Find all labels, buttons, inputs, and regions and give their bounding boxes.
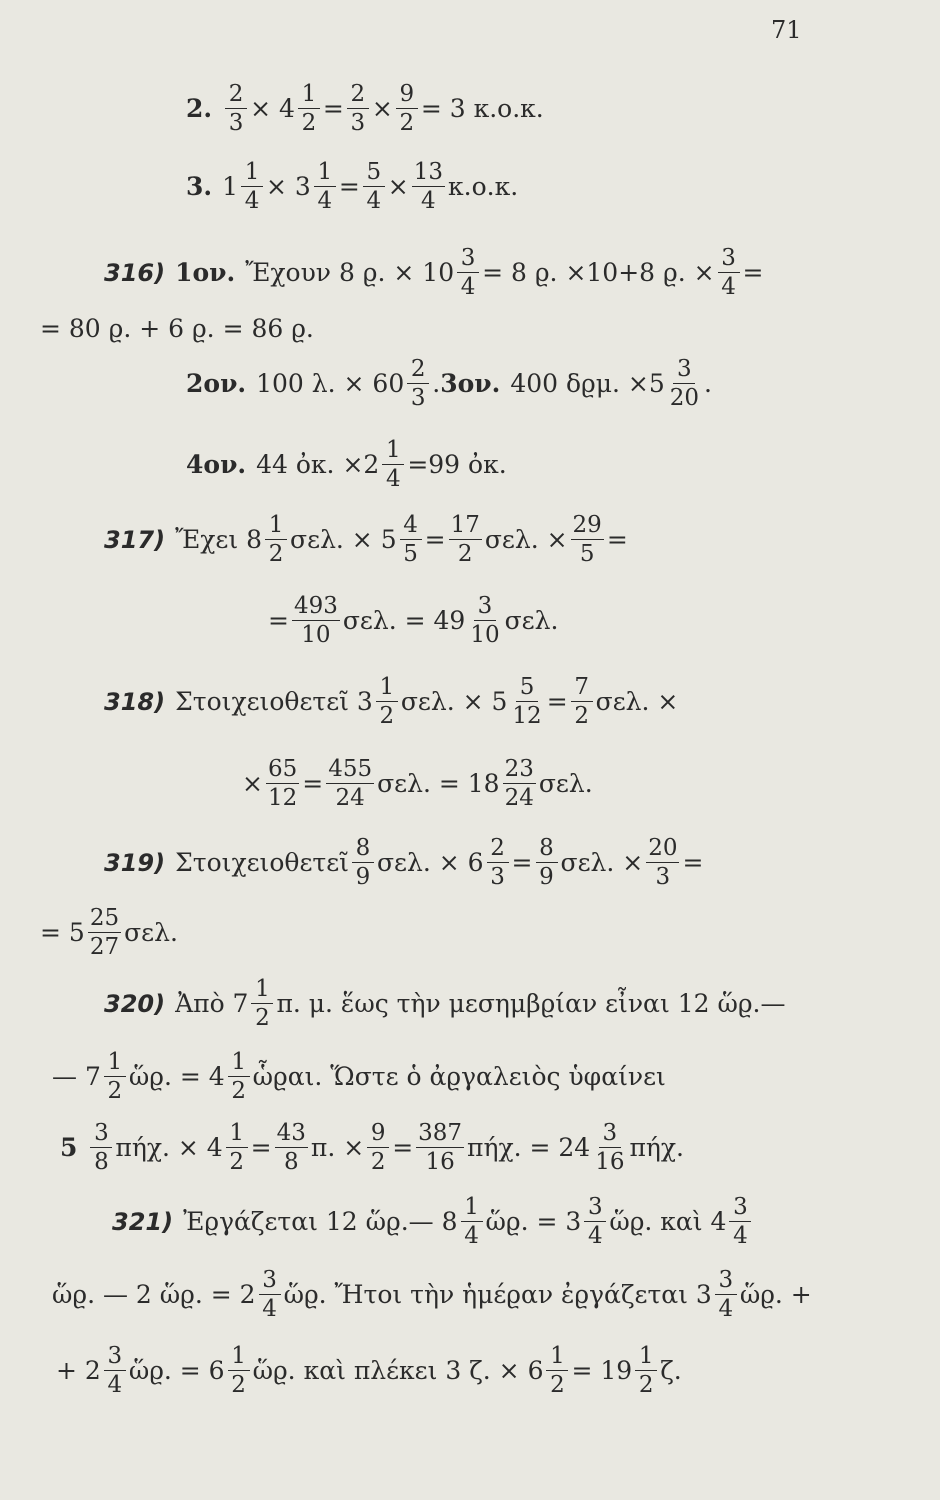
equation-text: σελ.	[124, 918, 178, 948]
fraction-denominator: 4	[421, 188, 436, 215]
problem-number: 316)	[104, 258, 166, 287]
fraction-numerator: 1	[376, 675, 398, 702]
fraction-numerator: 2	[407, 357, 429, 384]
equation-line	[104, 513, 628, 566]
fraction-numerator: 9	[367, 1121, 389, 1148]
fraction-denominator: 2	[574, 703, 589, 730]
equation-text: =	[424, 525, 446, 555]
equation-text: = 5	[40, 918, 85, 948]
fraction	[292, 594, 340, 647]
equation-text: =	[511, 848, 533, 878]
fraction	[326, 757, 374, 810]
equation-text: πήχ. × 4	[115, 1133, 223, 1163]
equation-text: ὥϱ. — 2 ὥϱ. = 2	[52, 1280, 256, 1310]
item-label: 3ον.	[440, 369, 501, 399]
equation-text: σελ. ×	[560, 848, 644, 878]
fraction	[376, 675, 398, 728]
fraction-numerator: 387	[416, 1121, 464, 1148]
fraction-denominator: 12	[512, 703, 542, 730]
equation-line	[112, 1195, 754, 1248]
item-label: 2ον.	[186, 369, 247, 399]
fraction-numerator: 13	[412, 160, 445, 187]
equation-text: ὥϱ. = 6	[128, 1356, 225, 1386]
fraction-denominator: 3	[350, 110, 366, 137]
equation-text: σελ.	[504, 606, 559, 636]
fraction-numerator: 3	[457, 246, 479, 273]
fraction-denominator: 2	[268, 541, 284, 568]
fraction	[593, 1121, 626, 1174]
fraction	[449, 513, 482, 566]
equation-text: =	[268, 606, 289, 636]
fraction-numerator: 1	[228, 1050, 250, 1077]
fraction-numerator: 3	[584, 1195, 606, 1222]
fraction-numerator: 3	[718, 246, 740, 273]
fraction-numerator: 1	[314, 160, 336, 187]
fraction	[352, 836, 374, 889]
equation-text: =	[338, 172, 360, 202]
equation-line	[104, 246, 764, 299]
fraction-denominator: 8	[94, 1149, 109, 1176]
fraction-denominator: 2	[638, 1372, 654, 1399]
fraction-denominator: 4	[587, 1223, 603, 1250]
equation-text: .	[704, 369, 712, 399]
fraction-denominator: 4	[262, 1296, 277, 1323]
equation-text: =99 ὀκ.	[407, 450, 507, 480]
fraction-numerator: 1	[104, 1050, 126, 1077]
fraction-numerator: 1	[382, 438, 404, 465]
equation-text: ὥϱ. = 4	[128, 1062, 225, 1092]
fraction	[265, 513, 287, 566]
fraction	[90, 1121, 112, 1174]
fraction-numerator: 2	[225, 82, 247, 109]
fraction	[363, 160, 385, 213]
fraction-numerator: 1	[546, 1344, 568, 1371]
fraction-denominator: 2	[457, 541, 473, 568]
equation-text: — 7	[52, 1062, 101, 1092]
equation-line	[186, 160, 518, 213]
fraction-numerator: 493	[292, 594, 340, 621]
equation-text: ὧϱαι. Ὥστε ὁ ἀϱγαλειὸς ὑφαίνει	[252, 1062, 666, 1092]
fraction-denominator: 24	[335, 785, 365, 812]
fraction-denominator: 9	[539, 864, 554, 891]
equation-text: σελ. × 5	[290, 525, 397, 555]
equation-text: = 3 κ.ο.κ.	[420, 94, 544, 124]
equation-text: σελ. = 18	[377, 769, 500, 799]
fraction-denominator: 2	[301, 110, 317, 137]
item-label: 4ον.	[186, 450, 247, 480]
fraction-denominator: 10	[470, 622, 500, 649]
equation-text: ×	[371, 94, 393, 124]
fraction	[571, 513, 604, 566]
equation-text: σελ. ×	[484, 525, 568, 555]
fraction	[259, 1268, 281, 1321]
equation-line	[242, 757, 593, 810]
fraction-denominator: 4	[464, 1223, 479, 1250]
equation-text: π. μ. ἕως τὴν μεσημβϱίαν εἶναι 12 ὥϱ.—	[276, 989, 786, 1019]
equation-text: + 2	[56, 1356, 101, 1386]
fraction	[668, 357, 701, 410]
fraction-numerator: 1	[241, 160, 263, 187]
equation-line	[186, 438, 507, 491]
fraction-denominator: 4	[460, 274, 476, 301]
fraction	[347, 82, 369, 135]
equation-text: Ἀπὸ 7	[175, 989, 249, 1019]
equation-text: 1	[222, 172, 239, 202]
item-label: 5	[60, 1133, 78, 1163]
equation-text: Ἔχει 8	[175, 525, 263, 555]
fraction	[487, 836, 509, 889]
fraction-denominator: 2	[550, 1372, 565, 1399]
fraction-numerator: 25	[88, 906, 121, 933]
fraction-denominator: 2	[231, 1372, 246, 1399]
fraction	[314, 160, 336, 213]
equation-text: Ἔχουν 8 ϱ. × 10	[245, 258, 455, 288]
fraction-denominator: 5	[403, 541, 418, 568]
fraction-numerator: 455	[326, 757, 374, 784]
item-label: 1ον.	[175, 258, 236, 288]
page-number: 71	[771, 16, 802, 44]
equation-line	[268, 594, 558, 647]
equation-text: Στοιχειοθετεῖ 3	[175, 687, 373, 717]
item-label: 2.	[186, 94, 213, 124]
fraction	[367, 1121, 389, 1174]
fraction-numerator: 17	[449, 513, 482, 540]
problem-number: 319)	[104, 848, 166, 877]
fraction-numerator: 3	[104, 1344, 126, 1371]
fraction-denominator: 12	[267, 785, 298, 812]
fraction	[251, 977, 273, 1030]
fraction-denominator: 24	[504, 785, 534, 812]
fraction-denominator: 2	[399, 110, 415, 137]
fraction-numerator: 3	[729, 1195, 751, 1222]
fraction	[503, 757, 536, 810]
equation-text: 100 λ. × 60	[256, 369, 405, 399]
equation-line	[104, 675, 678, 728]
fraction-numerator: 1	[635, 1344, 657, 1371]
equation-text: =	[546, 687, 568, 717]
fraction-numerator: 7	[571, 675, 593, 702]
fraction-numerator: 1	[251, 977, 273, 1004]
fraction	[468, 594, 501, 647]
fraction-denominator: 2	[370, 1149, 386, 1176]
equation-text: × 4	[250, 94, 295, 124]
equation-line	[104, 977, 785, 1030]
equation-text: ὥϱ. καὶ 4	[609, 1207, 727, 1237]
equation-text: 400 δϱμ. ×5	[510, 369, 665, 399]
fraction-denominator: 2	[255, 1005, 270, 1032]
equation-text: = 8 ϱ. ×10+8 ϱ. ×	[482, 258, 715, 288]
fraction	[635, 1344, 657, 1397]
fraction-numerator: 2	[347, 82, 369, 109]
equation-text: =	[392, 1133, 414, 1163]
equation-line	[40, 316, 314, 341]
equation-text: σελ.	[538, 769, 593, 799]
fraction-numerator: 1	[228, 1344, 250, 1371]
equation-text: ὥϱ. Ἤτοι τὴν ἡμέϱαν ἐϱγάζεται 3	[283, 1280, 712, 1310]
equation-text: ὥϱ. καὶ πλέκει 3 ζ. × 6	[252, 1356, 544, 1386]
fraction-denominator: 20	[669, 385, 700, 412]
fraction	[546, 1344, 568, 1397]
fraction	[536, 836, 558, 889]
fraction-denominator: 9	[355, 864, 371, 891]
fraction	[88, 906, 121, 959]
fraction-denominator: 2	[231, 1078, 246, 1105]
equation-text: 44 ὀκ. ×2	[256, 450, 380, 480]
fraction-denominator: 2	[107, 1078, 123, 1105]
fraction	[416, 1121, 464, 1174]
equation-text: ὥϱ. +	[739, 1280, 812, 1310]
fraction-denominator: 4	[721, 274, 736, 301]
fraction	[228, 1050, 250, 1103]
fraction-numerator: 5	[363, 160, 385, 187]
equation-text: =	[742, 258, 764, 288]
equation-line	[104, 836, 703, 889]
equation-text: κ.ο.κ.	[448, 172, 519, 202]
fraction-numerator: 20	[646, 836, 679, 863]
fraction-denominator: 2	[229, 1149, 244, 1176]
fraction-denominator: 4	[107, 1372, 123, 1399]
fraction-numerator: 3	[715, 1268, 737, 1295]
fraction-denominator: 3	[655, 864, 671, 891]
fraction	[228, 1344, 250, 1397]
fraction-denominator: 3	[490, 864, 505, 891]
equation-text: = 80 ϱ. + 6 ϱ. = 86 ϱ.	[40, 314, 314, 343]
fraction-denominator: 4	[733, 1223, 748, 1250]
equation-line	[60, 1121, 684, 1174]
equation-text: σελ. × 6	[376, 848, 484, 878]
fraction	[241, 160, 263, 213]
fraction-numerator: 3	[90, 1121, 112, 1148]
fraction	[407, 357, 429, 410]
fraction-denominator: 8	[283, 1149, 299, 1176]
equation-text: π. ×	[310, 1133, 365, 1163]
fraction-denominator: 27	[89, 934, 120, 961]
fraction	[461, 1195, 483, 1248]
equation-text: ζ.	[660, 1356, 682, 1386]
fraction	[729, 1195, 751, 1248]
fraction-numerator: 4	[400, 513, 422, 540]
equation-text: =	[606, 525, 628, 555]
fraction-numerator: 3	[474, 594, 496, 621]
problem-number: 317)	[104, 525, 166, 554]
fraction-denominator: 4	[366, 188, 382, 215]
fraction-denominator: 10	[301, 622, 331, 649]
fraction-numerator: 1	[226, 1121, 248, 1148]
equation-text: =	[250, 1133, 272, 1163]
fraction-numerator: 23	[503, 757, 536, 784]
equation-text: ×	[242, 769, 263, 799]
equation-text: ὥϱ. = 3	[485, 1207, 582, 1237]
fraction-denominator: 4	[244, 188, 260, 215]
fraction	[457, 246, 479, 299]
fraction	[266, 757, 299, 810]
equation-text: × 3	[266, 172, 311, 202]
fraction-denominator: 3	[228, 110, 244, 137]
fraction-denominator: 2	[379, 703, 395, 730]
equation-line	[52, 1268, 812, 1321]
fraction	[412, 160, 445, 213]
fraction	[510, 675, 543, 728]
item-label: 3.	[186, 172, 213, 202]
equation-text: σελ. ×	[595, 687, 679, 717]
fraction	[104, 1344, 126, 1397]
equation-line	[56, 1344, 682, 1397]
fraction	[396, 82, 418, 135]
fraction-numerator: 9	[396, 82, 418, 109]
equation-text: σελ. = 49	[342, 606, 466, 636]
equation-text: =	[682, 848, 704, 878]
fraction-numerator: 3	[673, 357, 695, 384]
fraction-denominator: 16	[425, 1149, 455, 1176]
equation-text: πήχ. = 24	[467, 1133, 591, 1163]
fraction-numerator: 29	[571, 513, 604, 540]
fraction-denominator: 3	[410, 385, 426, 412]
equation-text: Ἐϱγάζεται 12 ὥϱ.— 8	[183, 1207, 458, 1237]
fraction-denominator: 4	[317, 188, 333, 215]
equation-text: = 19	[571, 1356, 633, 1386]
fraction-denominator: 16	[595, 1149, 625, 1176]
equation-line	[52, 1050, 666, 1103]
equation-text: σελ. × 5	[400, 687, 508, 717]
fraction	[400, 513, 422, 566]
fraction-numerator: 65	[266, 757, 299, 784]
equation-text: ×	[387, 172, 409, 202]
equation-line	[186, 82, 544, 135]
problem-number: 320)	[104, 989, 166, 1018]
equation-text: Στοιχειοθετεῖ	[175, 848, 349, 878]
fraction	[275, 1121, 308, 1174]
fraction	[646, 836, 679, 889]
fraction-numerator: 43	[275, 1121, 308, 1148]
fraction	[104, 1050, 126, 1103]
fraction	[226, 1121, 248, 1174]
fraction-numerator: 3	[259, 1268, 281, 1295]
equation-line	[40, 906, 178, 959]
fraction-numerator: 1	[298, 82, 320, 109]
equation-text: .	[432, 369, 441, 399]
fraction-denominator: 5	[579, 541, 595, 568]
equation-line	[186, 357, 712, 410]
equation-text: =	[322, 94, 344, 124]
fraction-denominator: 4	[385, 466, 401, 493]
fraction-numerator: 5	[516, 675, 538, 702]
problem-number: 321)	[112, 1207, 174, 1236]
fraction-numerator: 1	[461, 1195, 483, 1222]
fraction-denominator: 4	[718, 1296, 734, 1323]
fraction-numerator: 8	[536, 836, 558, 863]
fraction	[715, 1268, 737, 1321]
fraction-numerator: 8	[352, 836, 374, 863]
fraction	[571, 675, 593, 728]
fraction-numerator: 1	[265, 513, 287, 540]
fraction	[225, 82, 247, 135]
fraction	[382, 438, 404, 491]
fraction	[718, 246, 740, 299]
fraction	[584, 1195, 606, 1248]
fraction-numerator: 2	[487, 836, 509, 863]
fraction-numerator: 3	[599, 1121, 621, 1148]
equation-text: =	[302, 769, 324, 799]
fraction	[298, 82, 320, 135]
equation-text: πήχ.	[629, 1133, 685, 1163]
problem-number: 318)	[104, 687, 166, 716]
